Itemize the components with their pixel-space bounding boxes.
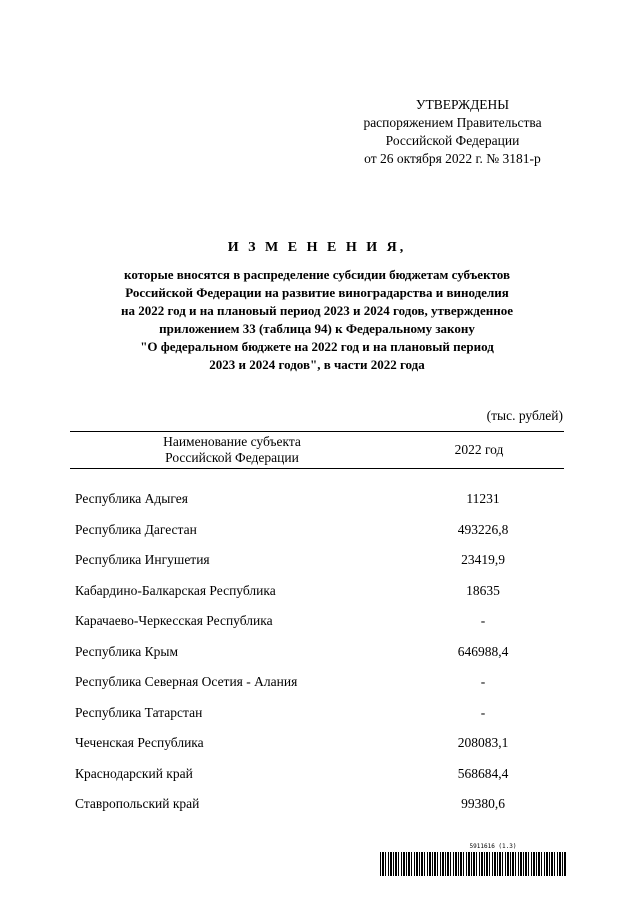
document-title: И З М Е Н Е Н И Я,: [227, 240, 407, 255]
subsidy-value: 493226,8: [457, 521, 509, 537]
approval-line: распоряжением Правительства: [363, 115, 542, 130]
table-row: [70, 698, 564, 729]
table-row: [70, 637, 564, 668]
region-name: Республика Дагестан: [75, 521, 197, 537]
table-body: [70, 484, 564, 820]
table-row: [70, 759, 564, 790]
subsidy-value: 18635: [466, 582, 500, 598]
approval-date-number: от 26 октября 2022 г. № 3181-р: [364, 151, 541, 166]
region-name: Республика Адыгея: [75, 491, 188, 507]
region-name: Республика Татарстан: [75, 704, 203, 720]
subsidy-value: 208083,1: [457, 735, 509, 751]
subsidy-value: 646988,4: [457, 643, 509, 659]
barcode-block: [380, 843, 566, 876]
table-row: [70, 545, 564, 576]
table-row: [70, 789, 564, 820]
document-subtitle: [70, 266, 564, 374]
subsidy-value: 568684,4: [457, 765, 509, 781]
header-name-line: Наименование субъекта: [163, 434, 301, 449]
table-row: [70, 515, 564, 546]
table-row: [70, 484, 564, 515]
subtitle-line: на 2022 год и на плановый период 2023 и 2024 годов, утвержденное: [121, 303, 513, 318]
approval-block: [345, 96, 560, 168]
table-row: [70, 576, 564, 607]
subsidy-value: -: [480, 613, 486, 629]
approval-line: Российской Федерации: [385, 133, 520, 148]
barcode-number: 5911616 (1.3): [469, 843, 517, 850]
units-label: (тыс. рублей): [486, 408, 563, 423]
region-name: Ставропольский край: [75, 796, 200, 812]
region-name: Республика Северная Осетия - Алания: [75, 674, 298, 690]
barcode-image: [380, 852, 566, 876]
table-row: [70, 606, 564, 637]
region-name: Карачаево-Черкесская Республика: [75, 613, 273, 629]
subsidy-value: 11231: [466, 491, 500, 507]
subsidy-value: -: [480, 674, 486, 690]
table-header: [70, 431, 564, 469]
header-subject-name: [70, 434, 394, 466]
header-year: 2022 год: [454, 442, 504, 457]
subsidy-value: 99380,6: [461, 796, 505, 812]
subsidy-value: 23419,9: [461, 552, 505, 568]
region-name: Чеченская Республика: [75, 735, 204, 751]
table-row: [70, 667, 564, 698]
subtitle-line: 2023 и 2024 годов", в части 2022 года: [209, 357, 425, 372]
region-name: Краснодарский край: [75, 765, 193, 781]
table-row: [70, 728, 564, 759]
region-name: Кабардино-Балкарская Республика: [75, 582, 276, 598]
approval-heading: УТВЕРЖДЕНЫ: [415, 97, 510, 112]
subsidy-table: [70, 431, 564, 820]
subtitle-line: Российской Федерации на развитие виноградарства и виноделия: [125, 285, 509, 300]
subtitle-line: которые вносятся в распределение субсидии бюджетам субъектов: [124, 267, 510, 282]
subtitle-line: приложением 33 (таблица 94) к Федеральному закону: [159, 321, 475, 336]
header-name-line: Российской Федерации: [165, 450, 299, 465]
document-title-block: [70, 240, 564, 374]
region-name: Республика Крым: [75, 643, 179, 659]
region-name: Республика Ингушетия: [75, 552, 210, 568]
subtitle-line: "О федеральном бюджете на 2022 год и на плановый период: [140, 339, 494, 354]
subsidy-value: -: [480, 704, 486, 720]
